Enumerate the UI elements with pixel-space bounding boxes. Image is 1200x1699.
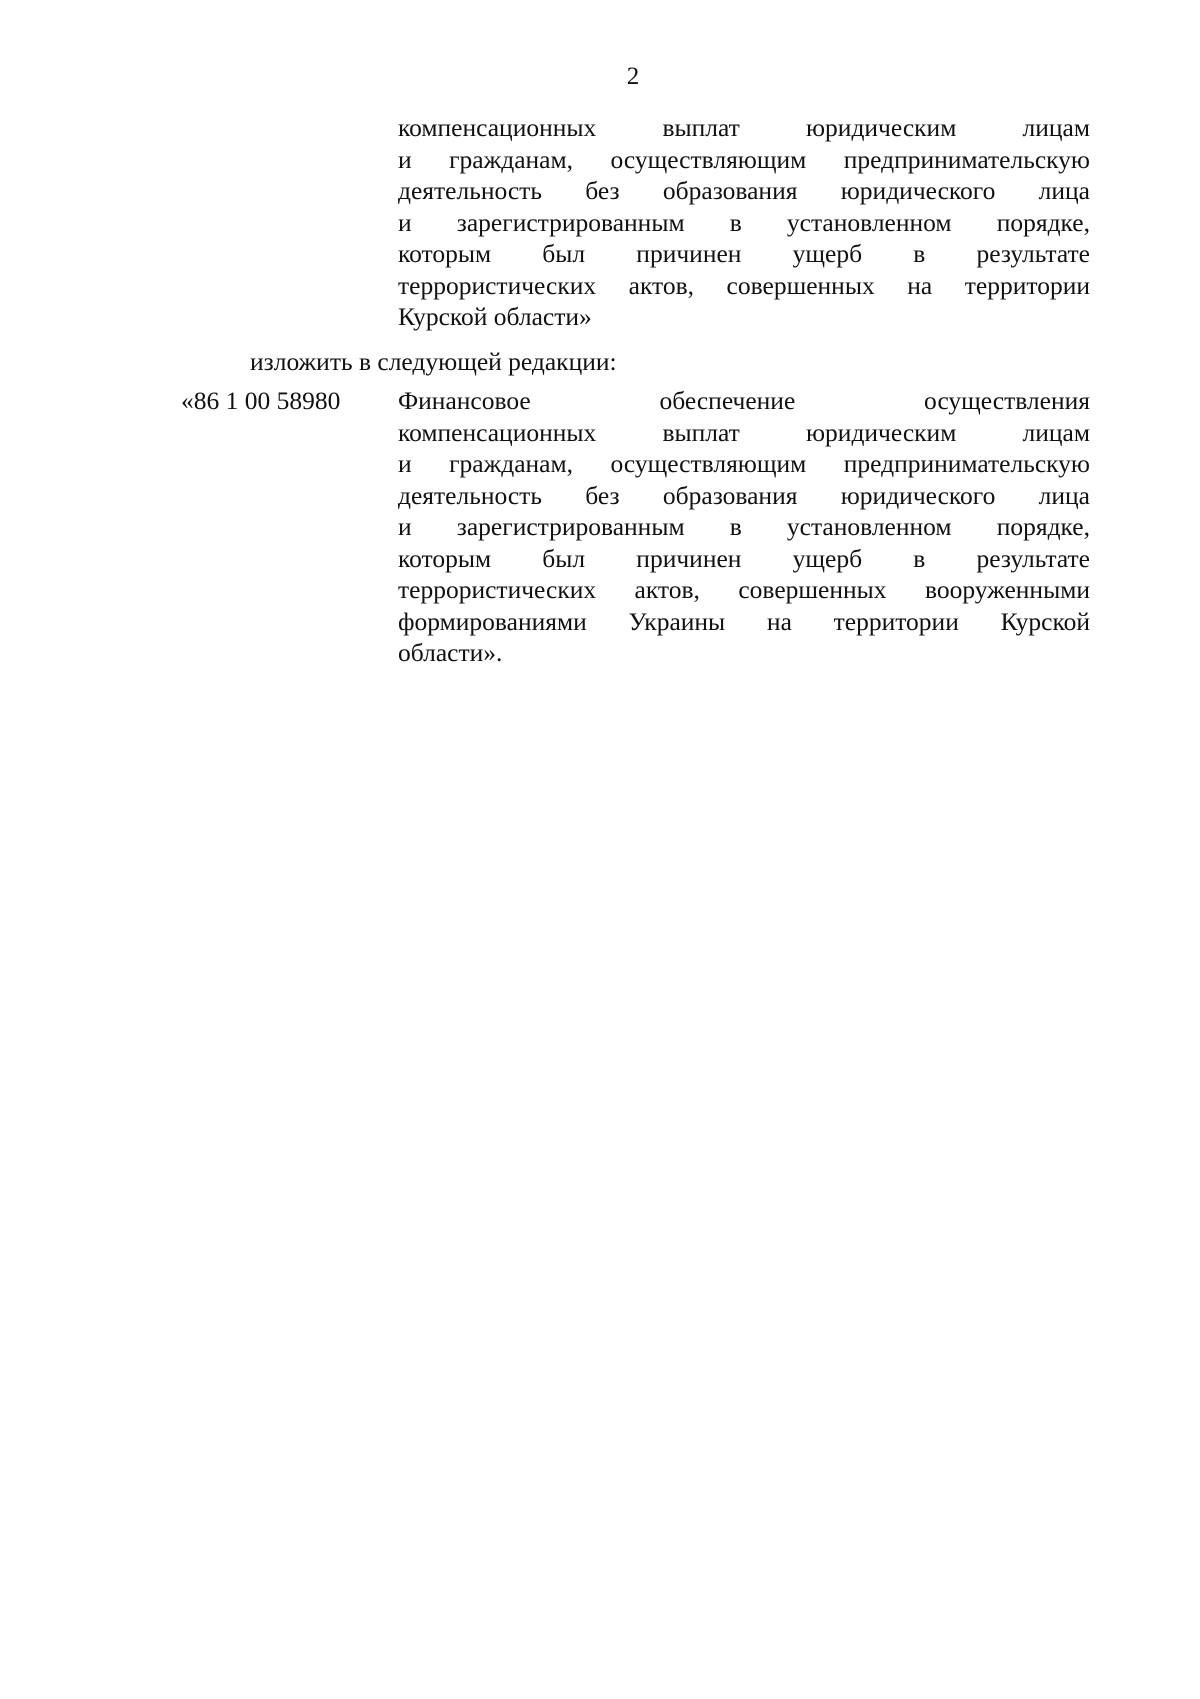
text-line: которым был причинен ущерб в результате [398,543,1090,573]
text-line: и зарегистрированным в установленном порядке, [398,207,1090,237]
text-line: формированиями Украины на территории Курской [398,606,1090,636]
budget-code: «86 1 00 58980 [181,386,341,415]
text-line: компенсационных выплат юридическим лицам [398,113,1090,142]
text-line: деятельность без образования юридического лица [398,480,1090,510]
text-line: которым был причинен ущерб в результате [398,239,1090,268]
text-line: террористических актов, совершенных на территории [398,270,1090,300]
text-line: Курской области» [398,302,592,331]
previous-wording-text [398,112,1090,333]
text-line: компенсационных выплат юридическим лицам [398,417,1090,447]
text-line: деятельность без образования юридического лица [398,176,1090,205]
text-line: Финансовое обеспечение осуществления [398,386,1090,415]
text-line: и гражданам, осуществляющим предпринимательскую [398,449,1090,478]
page-number: 2 [626,63,640,90]
text-line: и зарегистрированным в установленном порядке, [398,512,1090,541]
new-wording-text [398,385,1090,669]
text-line: и гражданам, осуществляющим предпринимательскую [398,144,1090,174]
text-line: области». [398,638,503,667]
amendment-instruction: изложить в следующей редакции: [250,347,617,376]
text-line: террористических актов, совершенных вооруженными [398,575,1090,604]
